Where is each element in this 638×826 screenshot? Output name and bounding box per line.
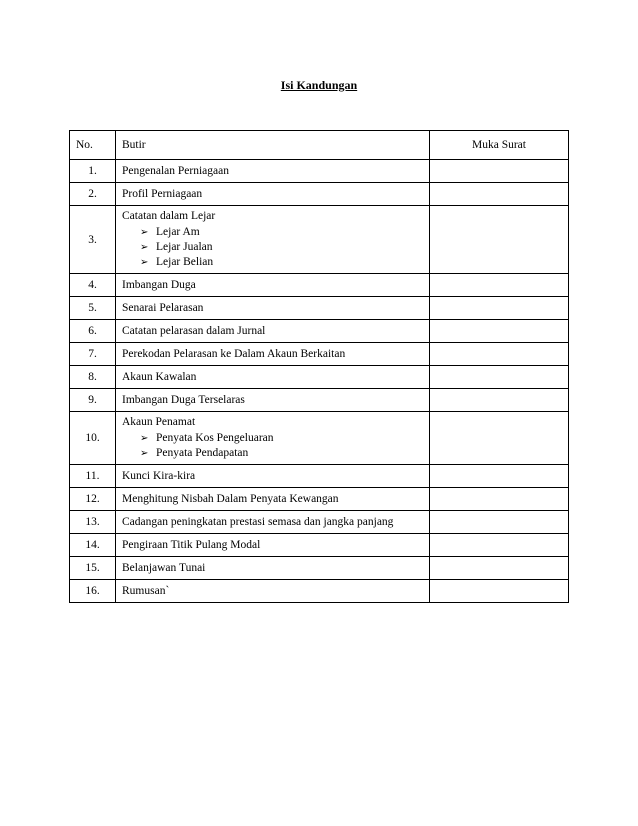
row-number: 8. (70, 366, 116, 389)
row-page-number (430, 183, 569, 206)
row-item-cell (116, 488, 430, 511)
row-item-label: Perekodan Pelarasan ke Dalam Akaun Berkaitan (122, 348, 346, 360)
row-number: 5. (70, 297, 116, 320)
table-row (70, 366, 569, 389)
table-of-contents (69, 130, 569, 603)
row-item-cell (116, 465, 430, 488)
row-item-label: Imbangan Duga Terselaras (122, 394, 245, 406)
table-body (70, 160, 569, 603)
row-page-number (430, 511, 569, 534)
row-item-cell (116, 534, 430, 557)
sub-item-label: Lejar Belian (156, 256, 214, 268)
row-number: 4. (70, 274, 116, 297)
sub-item-list (122, 431, 423, 461)
row-page-number (430, 297, 569, 320)
row-item-cell (116, 343, 430, 366)
row-item-label: Cadangan peningkatan prestasi semasa dan jangka panjang (122, 516, 394, 528)
table-row (70, 412, 569, 465)
table-row (70, 343, 569, 366)
row-page-number (430, 488, 569, 511)
row-item-label: Profil Perniagaan (122, 188, 203, 200)
row-number: 13. (70, 511, 116, 534)
row-page-number (430, 412, 569, 465)
arrow-bullet-icon: ➢ (140, 242, 149, 253)
row-item-cell (116, 297, 430, 320)
row-item-cell (116, 580, 430, 603)
row-page-number (430, 206, 569, 274)
row-page-number (430, 160, 569, 183)
row-item-label: Imbangan Duga (122, 279, 196, 291)
row-item-label: Senarai Pelarasan (122, 302, 204, 314)
row-item-cell (116, 412, 430, 465)
row-number: 2. (70, 183, 116, 206)
sub-item-label: Penyata Pendapatan (156, 447, 249, 459)
arrow-bullet-icon: ➢ (140, 433, 149, 444)
row-number: 9. (70, 389, 116, 412)
arrow-bullet-icon: ➢ (140, 227, 149, 238)
sub-item (140, 431, 423, 446)
table-row (70, 465, 569, 488)
table-row (70, 534, 569, 557)
row-page-number (430, 389, 569, 412)
arrow-bullet-icon: ➢ (140, 448, 149, 459)
row-item-label: Pengiraan Titik Pulang Modal (122, 539, 261, 551)
table-row (70, 511, 569, 534)
row-number: 6. (70, 320, 116, 343)
column-header-page: Muka Surat (430, 131, 569, 160)
table-row (70, 488, 569, 511)
table-row (70, 274, 569, 297)
row-item-cell (116, 557, 430, 580)
row-page-number (430, 534, 569, 557)
row-item-cell (116, 366, 430, 389)
row-page-number (430, 274, 569, 297)
row-item-cell (116, 206, 430, 274)
sub-item (140, 225, 423, 240)
table-row (70, 389, 569, 412)
row-item-label: Kunci Kira-kira (122, 470, 196, 482)
row-item-cell (116, 511, 430, 534)
sub-item (140, 446, 423, 461)
column-header-item: Butir (116, 131, 430, 160)
sub-item-label: Lejar Jualan (156, 241, 213, 253)
table-row (70, 557, 569, 580)
row-page-number (430, 366, 569, 389)
row-item-cell (116, 160, 430, 183)
row-page-number (430, 343, 569, 366)
sub-item-label: Penyata Kos Pengeluaran (156, 432, 274, 444)
row-number: 12. (70, 488, 116, 511)
sub-item-list (122, 225, 423, 270)
row-number: 14. (70, 534, 116, 557)
row-number: 1. (70, 160, 116, 183)
row-item-cell (116, 183, 430, 206)
row-item-label: Akaun Penamat (122, 416, 196, 428)
row-item-label: Pengenalan Perniagaan (122, 165, 229, 177)
table-row (70, 206, 569, 274)
row-page-number (430, 465, 569, 488)
table-header-row (70, 131, 569, 160)
row-item-cell (116, 320, 430, 343)
row-item-cell (116, 389, 430, 412)
table-row (70, 160, 569, 183)
table-row (70, 183, 569, 206)
table-row (70, 297, 569, 320)
row-page-number (430, 320, 569, 343)
row-number: 3. (70, 206, 116, 274)
row-item-cell (116, 274, 430, 297)
row-item-label: Menghitung Nisbah Dalam Penyata Kewangan (122, 493, 339, 505)
row-number: 16. (70, 580, 116, 603)
row-item-label: Catatan pelarasan dalam Jurnal (122, 325, 266, 337)
sub-item-label: Lejar Am (156, 226, 200, 238)
row-page-number (430, 557, 569, 580)
row-number: 10. (70, 412, 116, 465)
row-item-label: Belanjawan Tunai (122, 562, 206, 574)
row-number: 15. (70, 557, 116, 580)
row-item-label: Rumusan` (122, 585, 170, 597)
table-row (70, 580, 569, 603)
row-number: 7. (70, 343, 116, 366)
sub-item (140, 255, 423, 270)
column-header-no: No. (70, 131, 116, 160)
row-page-number (430, 580, 569, 603)
row-number: 11. (70, 465, 116, 488)
page-title: Isi Kandungan (280, 78, 358, 92)
arrow-bullet-icon: ➢ (140, 257, 149, 268)
sub-item (140, 240, 423, 255)
row-item-label: Akaun Kawalan (122, 371, 197, 383)
row-item-label: Catatan dalam Lejar (122, 210, 216, 222)
table-row (70, 320, 569, 343)
